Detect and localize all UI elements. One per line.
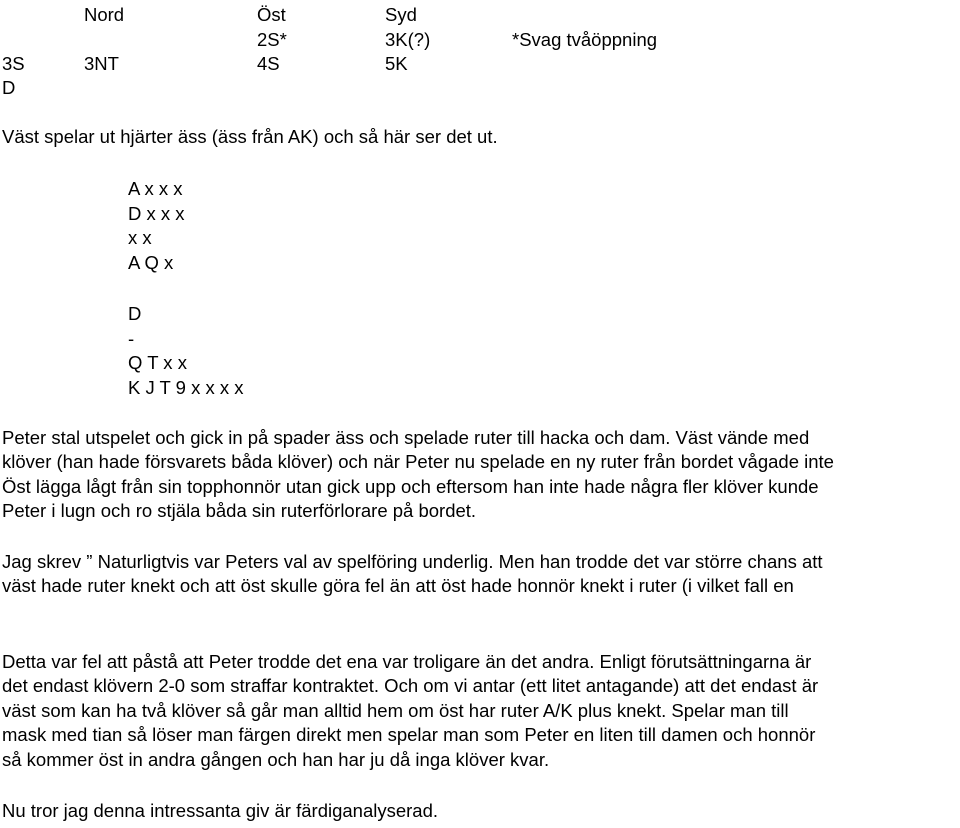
paragraph-line: mask med tian så löser man färgen direkt men spelar man som Peter en liten till damen och honnör (2, 724, 816, 746)
bid-header-syd: Syd (385, 4, 417, 25)
paragraph-line: Jag skrev ” Naturligtvis var Peters val av spelföring underlig. Men han trodde det var större chans att (2, 551, 823, 572)
paragraph-quote (2, 550, 952, 599)
bid-nord-2: 3NT (84, 53, 119, 74)
paragraph-line: klöver (han hade försvarets båda klöver) och när Peter nu spelade en ny ruter från bordet vågade inte (2, 451, 834, 473)
paragraph-line: Öst lägga lågt från sin topphonnör utan gick upp och eftersom han inte hade några fler klöver kunde (2, 475, 819, 497)
bid-header-ost: Öst (257, 4, 286, 25)
bid-header-nord: Nord (84, 4, 125, 25)
bid-syd-1: 3K(?) (385, 29, 431, 50)
paragraph-analysis (2, 650, 952, 772)
bid-syd-2: 5K (385, 53, 408, 74)
paragraph-line: väst hade ruter knekt och att öst skulle göra fel än att öst hade honnör knekt i ruter (i vilket fall en (2, 575, 794, 597)
bid-ost-1: 2S* (257, 29, 287, 50)
north-clubs: A Q x (128, 252, 174, 273)
bid-vast-3: D (2, 77, 16, 98)
south-spades: D (128, 303, 142, 324)
south-diamonds: Q T x x (128, 352, 187, 373)
paragraph-line: väst som kan ha två klöver så går man alltid hem om öst har ruter A/K plus knekt. Spelar man till (2, 699, 789, 721)
intro-text: Väst spelar ut hjärter äss (äss från AK) och så här ser det ut. (2, 126, 498, 147)
paragraph-line: så kommer öst in andra gången och han har ju då inga klöver kvar. (2, 748, 550, 770)
bid-ost-2: 4S (257, 53, 280, 74)
paragraph-play-description (2, 426, 952, 524)
bid-vast-2: 3S (2, 53, 25, 74)
north-diamonds: x x (128, 227, 152, 248)
south-clubs: K J T 9 x x x x (128, 377, 244, 398)
south-hearts: - (128, 328, 135, 349)
bid-footnote: *Svag tvåöppning (512, 29, 658, 50)
paragraph-line: Peter stal utspelet och gick in på spader äss och spelade ruter till hacka och dam. Väst vände med (2, 427, 810, 448)
north-hearts: D x x x (128, 203, 185, 224)
closing-text: Nu tror jag denna intressanta giv är färdiganalyserad. (2, 800, 439, 821)
paragraph-line: Detta var fel att påstå att Peter trodde det ena var troligare än det andra. Enligt förutsättningarna är (2, 651, 812, 672)
paragraph-line: Peter i lugn och ro stjäla båda sin ruterförlorare på bordet. (2, 500, 477, 522)
north-spades: A x x x (128, 178, 183, 199)
paragraph-line: det endast klövern 2-0 som straffar kontraktet. Och om vi antar (ett litet antagande) att det endast är (2, 675, 819, 697)
